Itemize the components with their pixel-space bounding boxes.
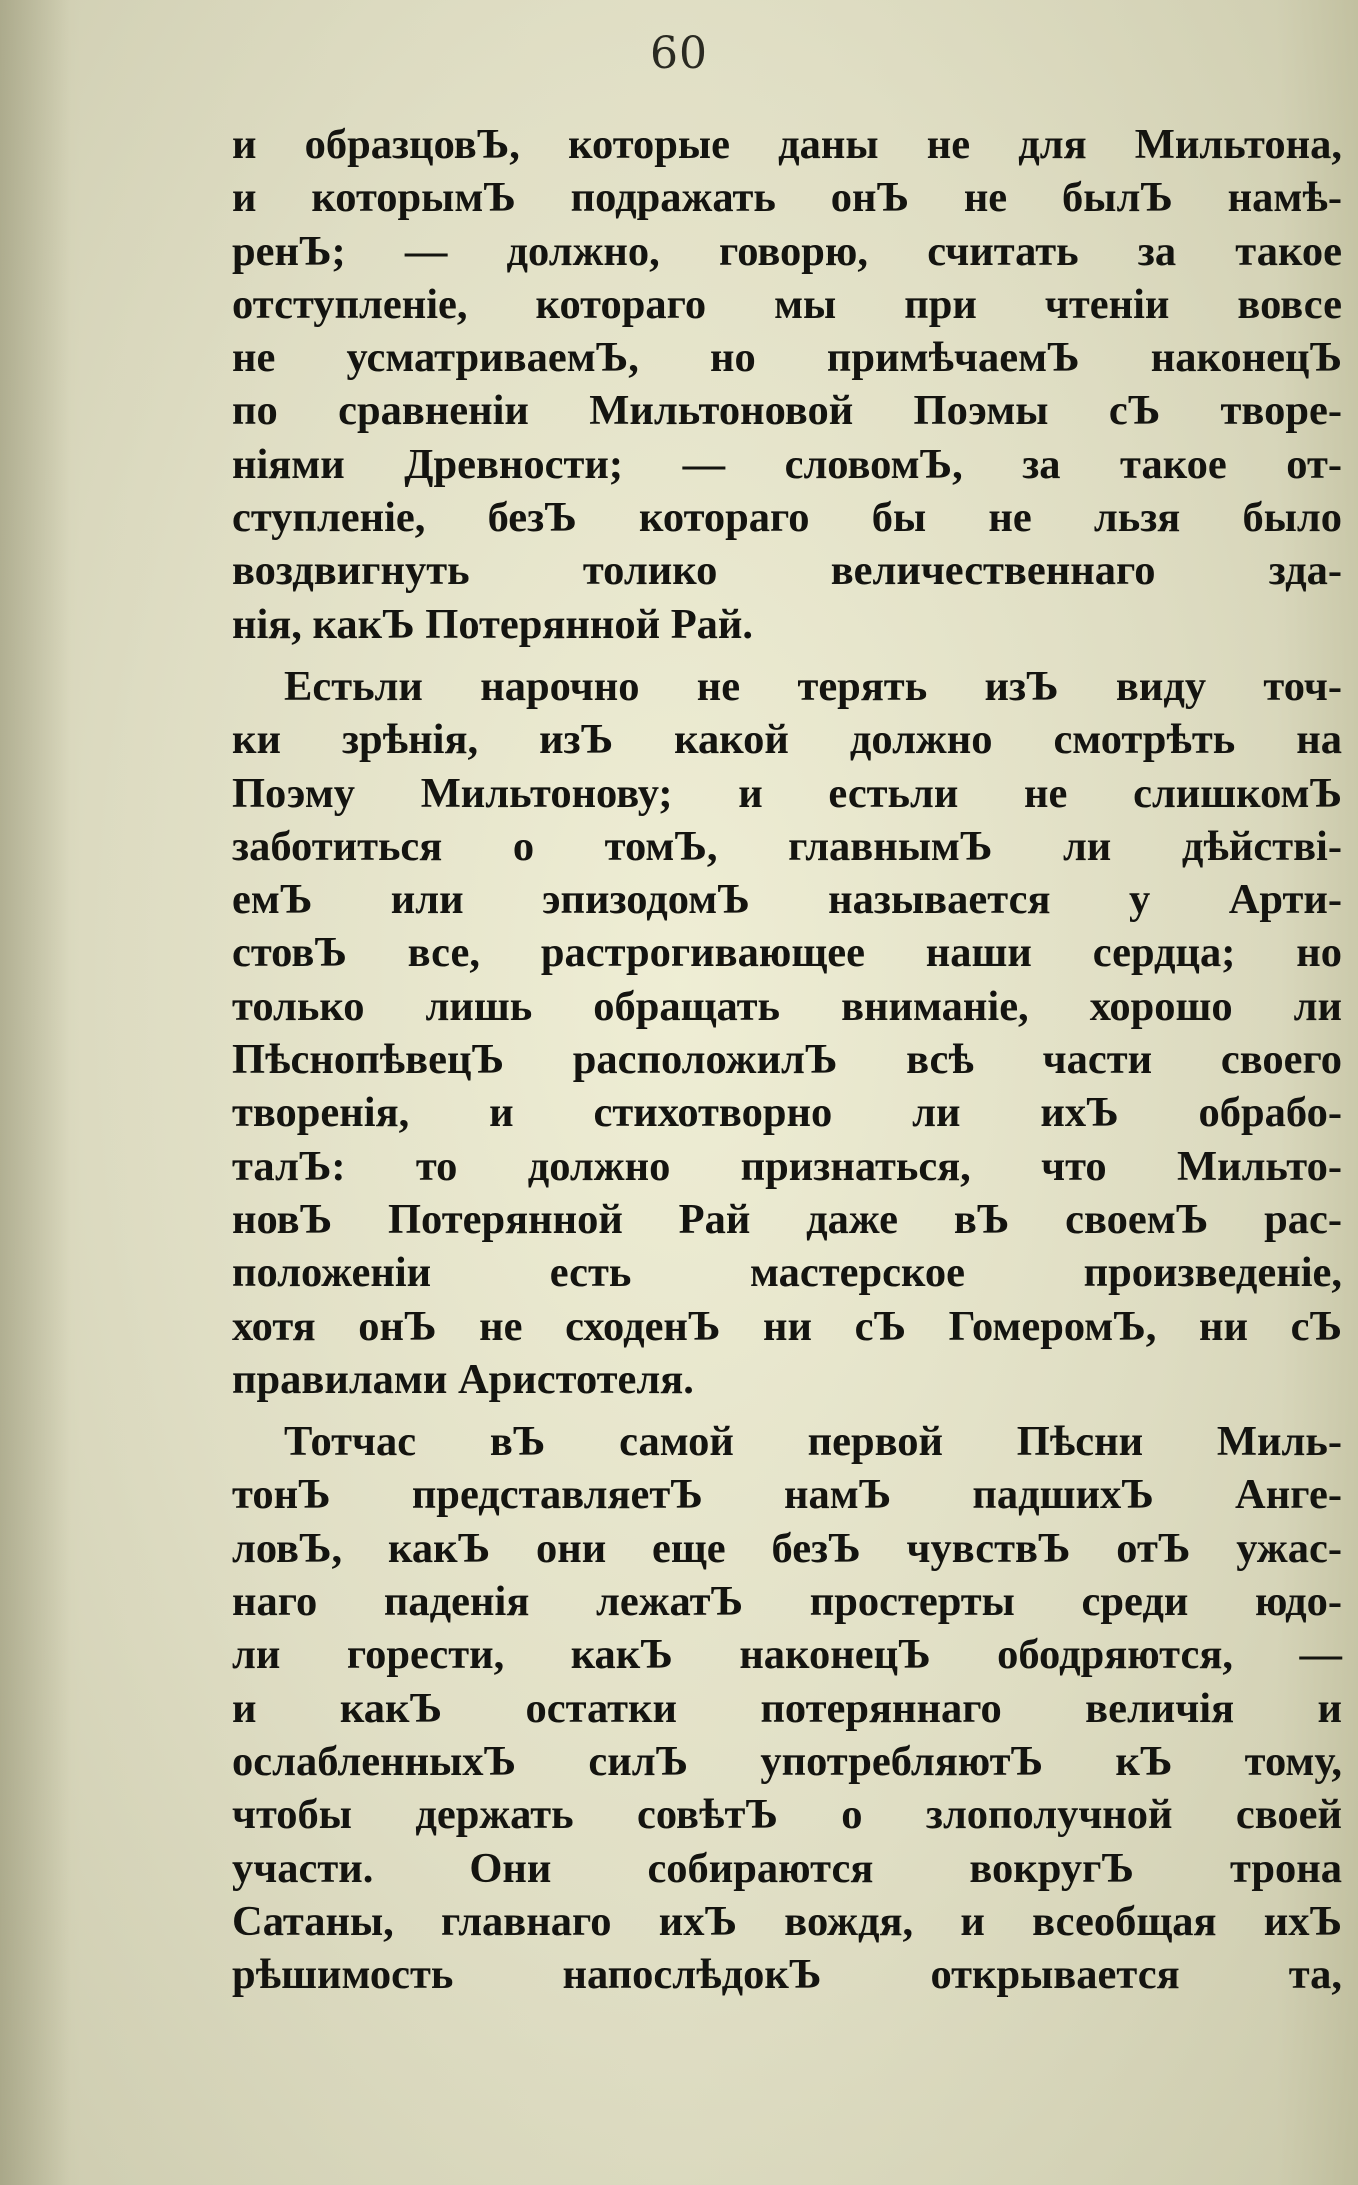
text-line: отступленіе, котораго мы при чтеніи вовсе — [232, 280, 1342, 328]
text-line: и образцовЪ, которые даны не для Мильтона, — [232, 121, 1342, 168]
text-line: ки зрѣнія, изЪ какой должно смотрѣть на — [232, 716, 1342, 764]
paragraph-2 — [232, 660, 1342, 1406]
paragraph-1 — [232, 118, 1342, 651]
paragraph-3 — [232, 1415, 1342, 2001]
text-block — [232, 118, 1342, 2001]
text-line: ослабленныхЪ силЪ употребляютЪ кЪ тому, — [232, 1737, 1342, 1785]
text-line: стовЪ все, растрогивающее наши сердца; но — [232, 929, 1342, 977]
text-line: и какЪ остатки потеряннаго величія и — [232, 1684, 1342, 1732]
text-line: ніями Древности; — словомЪ, за такое от- — [232, 440, 1342, 488]
text-line: Тотчас вЪ самой первой Пѣсни Миль- — [284, 1418, 1342, 1466]
text-line: творенія, и стихотворно ли ихЪ обрабо- — [232, 1089, 1342, 1137]
text-line: чтобы держать совѣтЪ о злополучной своей — [232, 1791, 1342, 1839]
text-line: тонЪ представляетЪ намЪ падшихЪ Анге- — [232, 1471, 1342, 1519]
text-line: участи. Они собираются вокругЪ трона — [232, 1844, 1342, 1892]
text-line: воздвигнуть толико величественнаго зда- — [232, 547, 1342, 595]
text-line: Сатаны, главнаго ихЪ вождя, и всеобщая ихЪ — [232, 1897, 1342, 1945]
paragraph-gap — [232, 1406, 1342, 1415]
text-line: положеніи есть мастерское произведеніе, — [232, 1249, 1342, 1297]
text-line: ли горести, какЪ наконецЪ ободряются, — — [232, 1631, 1342, 1679]
text-line: и которымЪ подражать онЪ не былЪ намѣ- — [232, 174, 1342, 222]
text-line: рѣшимость напослѣдокЪ открывается та, — [232, 1951, 1342, 1999]
text-line: новЪ Потерянной Рай даже вЪ своемЪ рас- — [232, 1195, 1342, 1243]
text-line: правилами Аристотеля. — [232, 1355, 694, 1403]
text-line: ренЪ; — должно, говорю, считать за такое — [232, 227, 1342, 275]
text-line: только лишь обращать вниманіе, хорошо ли — [232, 982, 1342, 1030]
gutter-shadow — [0, 0, 70, 2185]
text-line: не усматриваемЪ, но примѣчаемЪ наконецЪ — [232, 334, 1342, 382]
text-line: ПѣснопѣвецЪ расположилЪ всѣ части своего — [232, 1036, 1342, 1084]
text-line: ловЪ, какЪ они еще безЪ чувствЪ отЪ ужас- — [232, 1524, 1342, 1572]
text-line: ступленіе, безЪ котораго бы не льзя было — [232, 494, 1342, 542]
paragraph-gap — [232, 651, 1342, 660]
text-line: Поэму Мильтонову; и естьли не слишкомЪ — [232, 769, 1342, 817]
text-line: Естьли нарочно не терять изЪ виду точ- — [284, 662, 1342, 710]
text-line: хотя онЪ не сходенЪ ни сЪ ГомеромЪ, ни сЪ — [232, 1302, 1342, 1350]
text-line: наго паденія лежатЪ простерты среди юдо- — [232, 1578, 1342, 1626]
text-line: емЪ или эпизодомЪ называется у Арти- — [232, 876, 1342, 924]
text-line: по сравненіи Мильтоновой Поэмы сЪ творе- — [232, 387, 1342, 435]
text-line: талЪ: то должно признаться, что Мильто- — [232, 1142, 1342, 1190]
page-number: 60 — [650, 28, 708, 79]
text-line: нія, какЪ Потерянной Рай. — [232, 600, 754, 648]
text-line: заботиться о томЪ, главнымЪ ли дѣйстві- — [232, 822, 1342, 870]
